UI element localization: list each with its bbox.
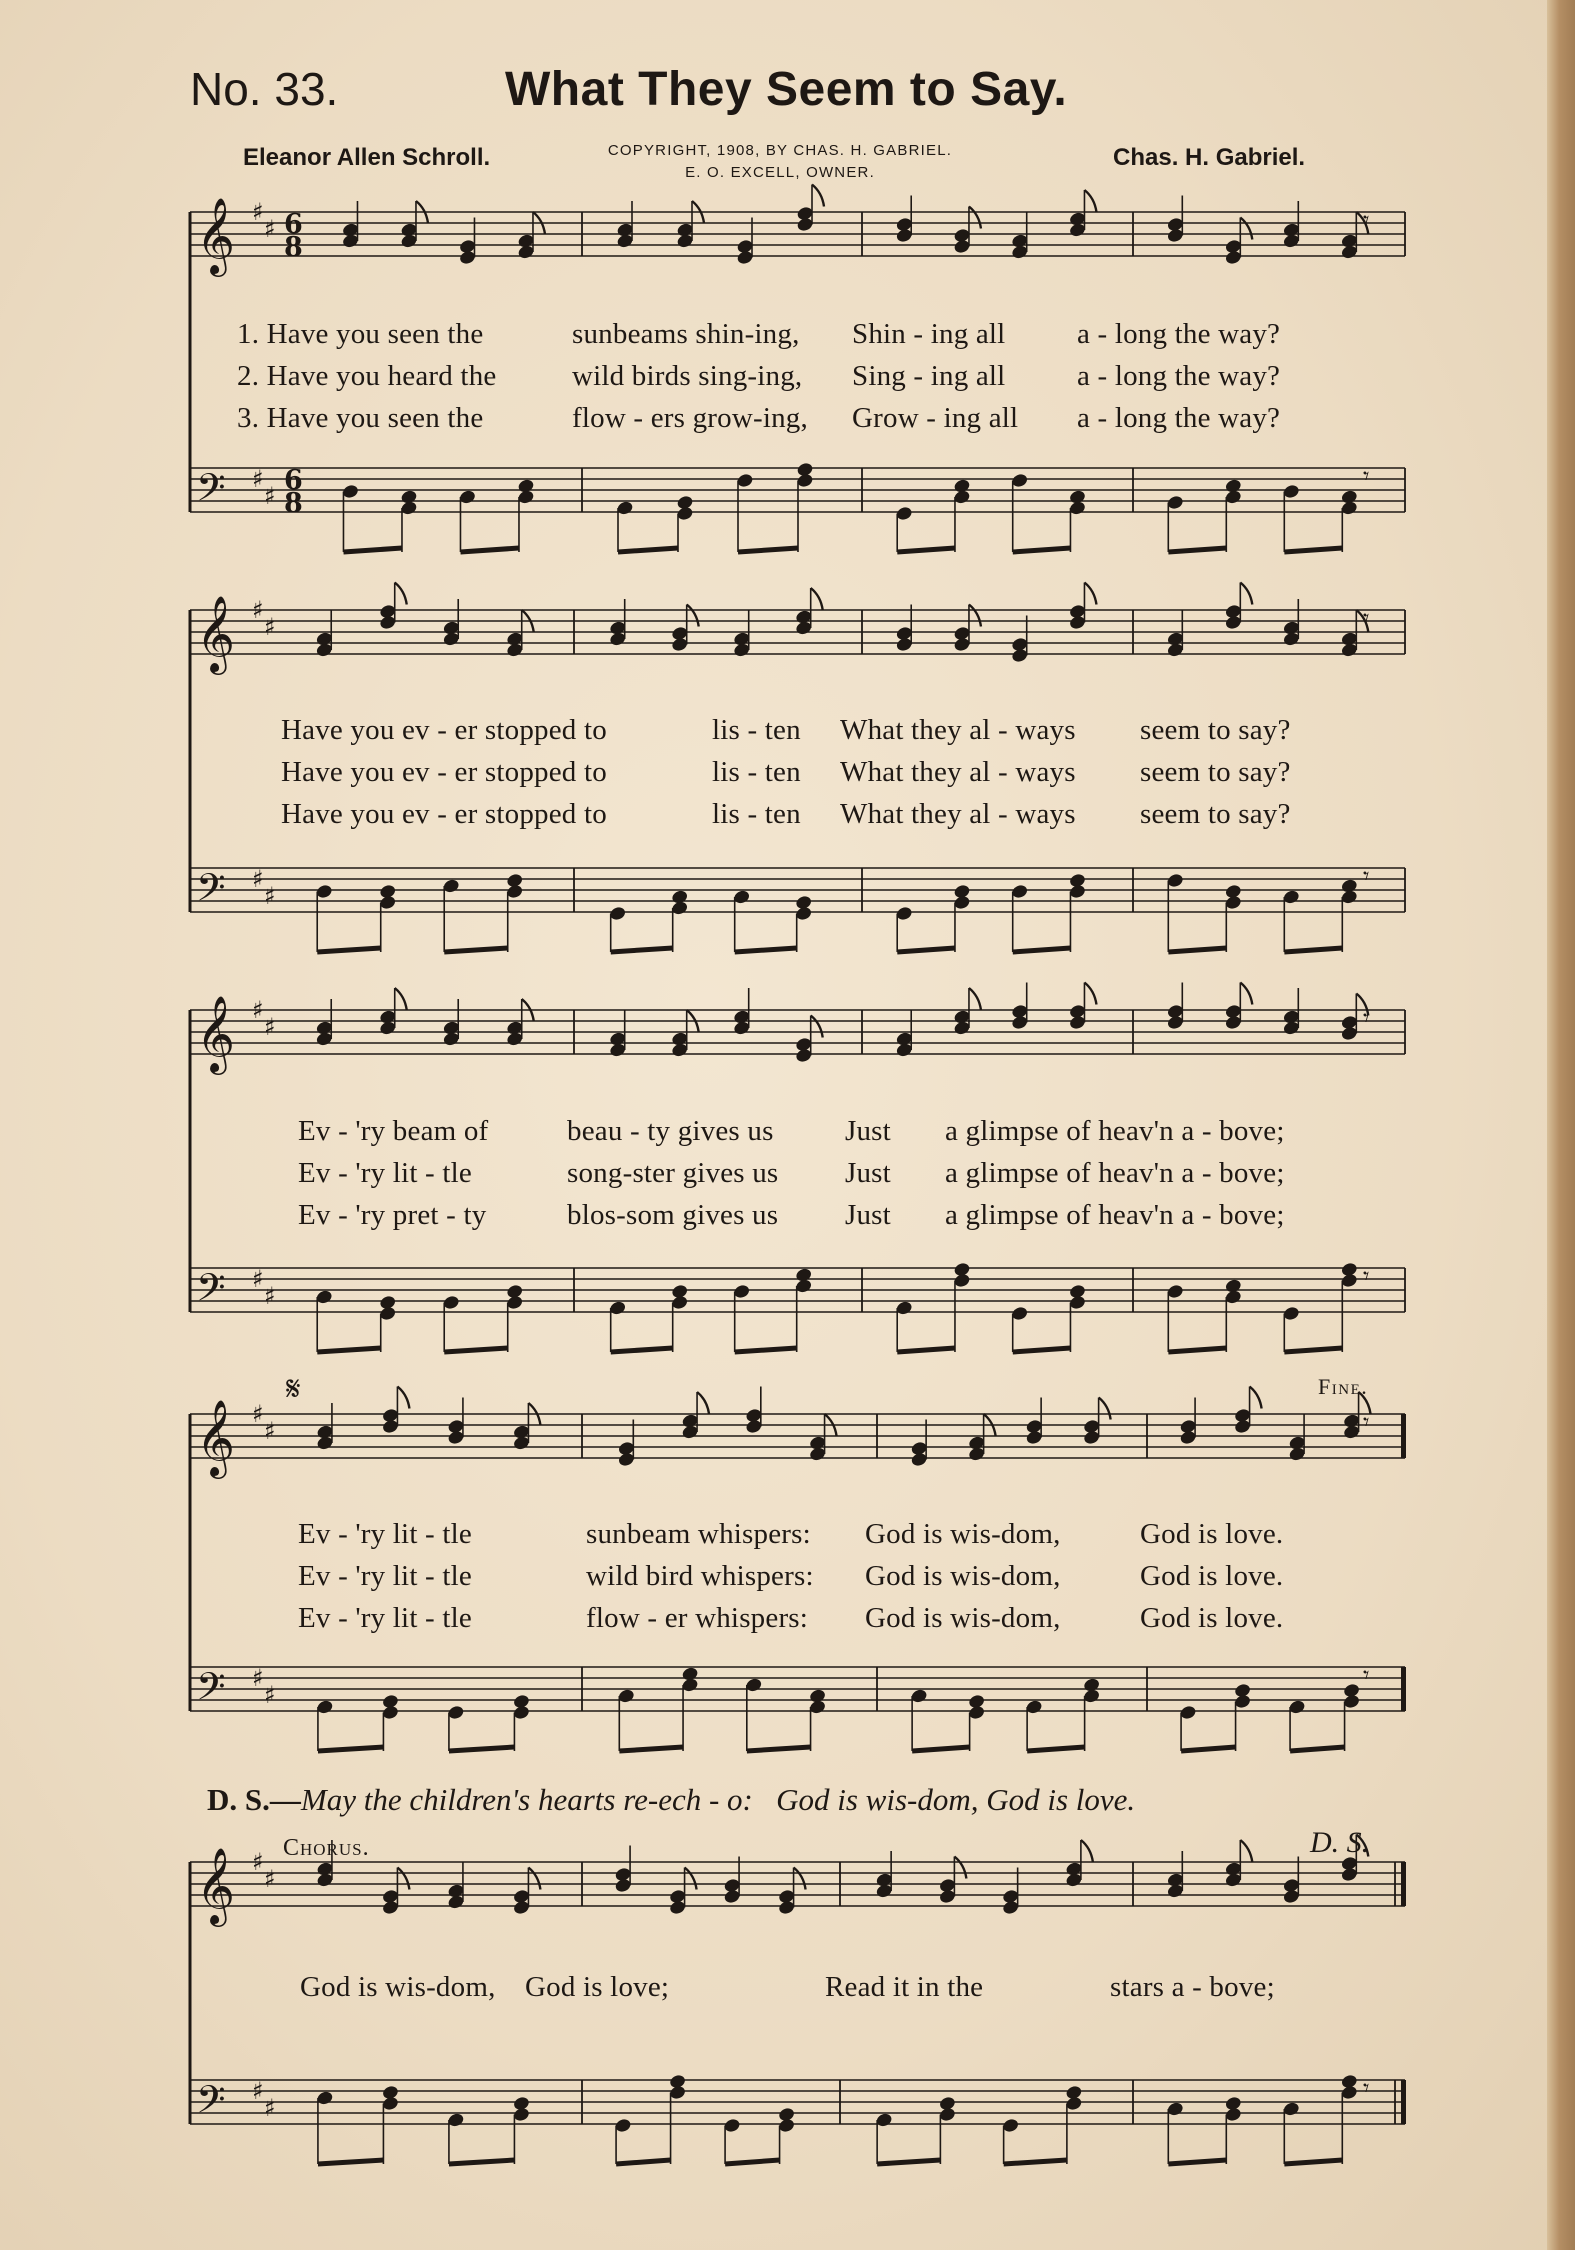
ds-instruction [207,1782,1135,1818]
note-head [1233,1682,1251,1698]
note-beam [449,1747,515,1751]
note-flag [1250,1387,1262,1409]
bass-staff-5 [190,2073,1406,2164]
note-flag [811,1016,823,1038]
note-head [1224,1278,1242,1294]
time-signature-top: 6 [284,209,303,240]
note-flag [687,605,699,627]
note-flag [395,583,407,605]
note-beam [449,2160,515,2164]
key-sharp-icon: ♯ [264,613,276,641]
lyric-s1-v3-p1: 3. Have you seen the [237,402,484,434]
treble-clef-icon: 𝄞 [196,995,236,1072]
key-sharp-icon: ♯ [252,865,264,893]
treble-staff-1 [190,185,1405,266]
note-beam [1284,948,1342,952]
lyric-s4-v3-p1: Ev - 'ry lit - tle [298,1602,472,1634]
note-head [796,461,814,477]
note-head [795,1267,813,1283]
bass-clef-icon: 𝄢 [196,865,226,919]
lyric-s1-v3-p3: Grow - ing all [852,402,1019,434]
note-head [1224,478,1242,494]
key-sharp-icon: ♯ [252,1265,264,1293]
note-beam [1290,1747,1345,1751]
note-head [1068,872,1086,888]
lyric-s5-v1-p3: Read it in the [825,1971,984,2003]
segno-icon: 𝄋 [286,1369,301,1409]
key-sharp-icon: ♯ [252,465,264,493]
note-head [671,889,689,905]
note-head [517,478,535,494]
lyric-s3-v3-p4: a glimpse of heav'n a - bove; [945,1199,1285,1231]
lyric-s2-v2-p3: What they al - ways [840,756,1076,788]
note-beam [619,1747,683,1751]
eighth-rest-icon: 𝄾 [1363,462,1370,490]
key-sharp-icon: ♯ [252,1400,264,1428]
lyric-s1-v3-p4: a - long the way? [1077,402,1281,434]
note-flag [811,588,823,610]
note-head [400,489,418,505]
lyric-s3-v3-p2: blos-som gives us [567,1199,779,1231]
note-flag [812,185,824,207]
bass-clef-icon: 𝄢 [196,1265,226,1319]
lyric-s1-v2-p2: wild birds sing-ing, [572,360,803,392]
treble-clef-icon: 𝄞 [196,1399,236,1476]
note-beam [318,2160,384,2164]
note-beam [1168,2160,1226,2164]
note-head [808,1688,826,1704]
note-head [379,883,397,899]
note-beam [747,1747,811,1751]
hymn-number: No. 33. [190,63,339,115]
note-flag [397,1387,409,1409]
key-sharp-icon: ♯ [264,1681,276,1709]
note-head [1340,1261,1358,1277]
note-beam [1284,1348,1342,1352]
lyric-s2-v3-p2: lis - ten [712,798,801,830]
note-head [676,494,694,510]
lyric-s5-v1-p1: God is wis-dom, [300,1971,496,2003]
note-head [1082,1677,1100,1693]
lyric-s1-v2-p3: Sing - ing all [852,360,1006,392]
note-flag [528,1868,540,1890]
note-flag [1084,983,1096,1005]
eighth-rest-icon: 𝄾 [1363,1661,1370,1689]
note-beam [618,548,678,552]
lyric-s1-v1-p2: sunbeams shin-ing, [572,318,800,350]
lyric-s1-v3-p2: flow - ers grow-ing, [572,402,808,434]
note-flag [1240,218,1252,240]
note-beam [611,1348,673,1352]
eighth-rest-icon: 𝄾 [1363,1408,1370,1436]
note-flag [697,1392,709,1414]
note-beam [616,2160,671,2164]
note-flag [969,988,981,1010]
note-flag [794,1868,806,1890]
note-beam [897,548,955,552]
note-head [668,2073,686,2089]
note-head [1068,1283,1086,1299]
key-sharp-icon: ♯ [252,1664,264,1692]
note-head [1342,1682,1360,1698]
lyric-s2-v3-p3: What they al - ways [840,798,1076,830]
lyricist-credit: Eleanor Allen Schroll. [243,144,491,171]
eighth-rest-icon: 𝄾 [1363,1004,1370,1032]
lyric-s3-v1-p3: Just [845,1115,891,1147]
note-flag [1081,1840,1093,1862]
bass-clef-icon: 𝄢 [196,1664,226,1718]
lyric-s3-v1-p1: Ev - 'ry beam of [298,1115,489,1147]
lyric-s1-v2-p4: a - long the way? [1077,360,1281,392]
treble-clef-icon: 𝄞 [196,197,236,274]
note-beam [1168,1348,1226,1352]
note-head [953,1261,971,1277]
note-beam [318,1747,384,1751]
note-beam [897,948,955,952]
note-head [681,1666,699,1682]
note-flag [1099,1398,1111,1420]
ds-text-2: God is wis-dom, God is love. [776,1782,1136,1817]
note-beam [725,2160,780,2164]
note-beam [1168,548,1226,552]
note-head [1340,489,1358,505]
note-beam [1181,1747,1236,1751]
treble-clef-icon: 𝄞 [196,595,236,672]
note-head [1065,2084,1083,2100]
lyric-s5-v1-p4: stars a - bove; [1110,1971,1275,2003]
bass-clef-icon: 𝄢 [196,2077,226,2131]
note-beam [611,948,673,952]
lyric-s4-v1-p4: God is love. [1140,1518,1284,1550]
note-flag [1084,583,1096,605]
lyric-s3-v3-p3: Just [845,1199,891,1231]
lyric-s4-v3-p3: God is wis-dom, [865,1602,1061,1634]
note-flag [954,1857,966,1879]
treble-clef-icon: 𝄞 [196,1847,236,1924]
lyric-s4-v2-p1: Ev - 'ry lit - tle [298,1560,472,1592]
note-flag [685,1868,697,1890]
key-sharp-icon: ♯ [264,2094,276,2122]
note-head [938,2095,956,2111]
key-sharp-icon: ♯ [252,2077,264,2105]
lyric-s4-v2-p2: wild bird whispers: [586,1560,814,1592]
ds-text-1: May the children's hearts re-ech - o: [300,1782,753,1817]
note-beam [343,548,402,552]
lyric-s3-v2-p4: a glimpse of heav'n a - bove; [945,1157,1285,1189]
key-sharp-icon: ♯ [264,1282,276,1310]
final-barline [1401,1414,1406,1458]
note-head [1340,878,1358,894]
copyright-line-2: E. O. EXCELL, OWNER. [685,164,875,181]
eighth-rest-icon: 𝄾 [1363,862,1370,890]
time-signature-top: 6 [284,465,303,496]
lyric-s1-v1-p3: Shin - ing all [852,318,1006,350]
key-sharp-icon: ♯ [252,1848,264,1876]
lyric-s4-v1-p2: sunbeam whispers: [586,1518,811,1550]
composer-credit: Chas. H. Gabriel. [1113,144,1306,171]
lyric-s3-v1-p4: a glimpse of heav'n a - bove; [945,1115,1285,1147]
lyric-s1-v1-p1: 1. Have you seen the [237,318,484,350]
copyright-line-1: COPYRIGHT, 1908, BY CHAS. H. GABRIEL. [607,142,953,159]
fine-marking: Fine. [1318,1374,1369,1399]
note-beam [317,948,381,952]
note-beam [877,2160,940,2164]
key-sharp-icon: ♯ [264,215,276,243]
lyric-s4-v3-p4: God is love. [1140,1602,1284,1634]
note-head [1340,2073,1358,2089]
bass-clef-icon: 𝄢 [196,465,226,519]
lyric-s3-v2-p1: Ev - 'ry lit - tle [298,1157,472,1189]
eighth-rest-icon: 𝄾 [1363,604,1370,632]
lyric-s4-v2-p3: God is wis-dom, [865,1560,1061,1592]
lyric-s2-v1-p2: lis - ten [712,714,801,746]
key-sharp-icon: ♯ [252,198,264,226]
note-head [671,1283,689,1299]
key-sharp-icon: ♯ [264,1013,276,1041]
lyric-s4-v1-p3: God is wis-dom, [865,1518,1061,1550]
key-sharp-icon: ♯ [264,1417,276,1445]
note-head [512,2095,530,2111]
key-sharp-icon: ♯ [264,482,276,510]
time-signature-bottom: 8 [284,488,303,519]
lyric-s2-v1-p3: What they al - ways [840,714,1076,746]
bass-staff-2 [190,868,1405,952]
note-head [1068,489,1086,505]
lyric-s3-v3-p1: Ev - 'ry pret - ty [298,1199,487,1231]
note-beam [1284,2160,1342,2164]
note-beam [735,1348,797,1352]
lyric-s4-v1-p1: Ev - 'ry lit - tle [298,1518,472,1550]
key-sharp-icon: ♯ [264,1865,276,1893]
lyric-s3-v1-p2: beau - ty gives us [567,1115,774,1147]
lyric-s5-v1-p2: God is love; [525,1971,670,2003]
hymn-title: What They Seem to Say. [505,63,1068,116]
note-beam [444,1348,508,1352]
note-flag [395,988,407,1010]
note-beam [1284,548,1342,552]
note-beam [912,1747,970,1751]
lyric-s2-v2-p2: lis - ten [712,756,801,788]
note-head [795,894,813,910]
note-flag [1240,583,1252,605]
bass-staff-3 [190,1261,1405,1352]
lyric-s2-v3-p4: seem to say? [1140,798,1291,830]
note-beam [897,1348,955,1352]
lyric-s4-v3-p2: flow - er whispers: [586,1602,809,1634]
treble-staff-3 [190,983,1405,1064]
time-signature-bottom: 8 [284,232,303,263]
note-head [777,2106,795,2122]
note-flag [1240,983,1252,1005]
lyric-s2-v1-p1: Have you ev - er stopped to [281,714,607,746]
lyric-s1-v2-p1: 2. Have you heard the [237,360,497,392]
note-beam [1027,1747,1085,1751]
note-beam [444,948,508,952]
lyric-s2-v2-p4: seem to say? [1140,756,1291,788]
note-head [506,1283,524,1299]
note-beam [460,548,518,552]
lyric-s2-v1-p4: seem to say? [1140,714,1291,746]
note-beam [317,1348,381,1352]
note-beam [1013,1348,1071,1352]
note-flag [397,1868,409,1890]
note-beam [735,948,797,952]
ds-lead: D. S.— [207,1782,301,1817]
final-barline [1401,1862,1406,1906]
final-barline [1401,1667,1406,1711]
treble-staff-2 [190,583,1405,664]
lyric-s2-v2-p1: Have you ev - er stopped to [281,756,607,788]
note-beam [1013,948,1071,952]
lyric-s3-v2-p2: song-ster gives us [567,1157,779,1189]
eighth-rest-icon: 𝄾 [1363,2074,1370,2102]
key-sharp-icon: ♯ [252,596,264,624]
bass-staff-1 [190,461,1405,552]
lyric-s3-v2-p3: Just [845,1157,891,1189]
eighth-rest-icon: 𝄾 [1363,1262,1370,1290]
key-sharp-icon: ♯ [264,882,276,910]
note-head [1224,2095,1242,2111]
note-flag [969,605,981,627]
lyric-s4-v2-p4: God is love. [1140,1560,1284,1592]
chorus-marking: Chorus. [283,1835,370,1861]
note-head [506,872,524,888]
note-head [381,2084,399,2100]
note-head [967,1693,985,1709]
eighth-rest-icon: 𝄾 [1363,206,1370,234]
note-head [512,1693,530,1709]
note-head [953,478,971,494]
note-flag [1084,190,1096,212]
ds-marking: D. S. [1310,1826,1370,1859]
lyric-s2-v3-p1: Have you ev - er stopped to [281,798,607,830]
treble-staff-4 [190,1387,1406,1468]
note-head [379,1294,397,1310]
note-beam [1004,2160,1067,2164]
note-head [953,883,971,899]
note-flag [969,207,981,229]
note-head [381,1693,399,1709]
note-beam [738,548,798,552]
note-head [1224,883,1242,899]
key-sharp-icon: ♯ [252,996,264,1024]
final-barline [1401,2080,1406,2124]
note-beam [1168,948,1226,952]
note-beam [1013,548,1071,552]
lyric-s1-v1-p4: a - long the way? [1077,318,1281,350]
note-flag [1240,1840,1252,1862]
bass-staff-4 [190,1666,1406,1751]
treble-staff-5 [190,1835,1406,1916]
